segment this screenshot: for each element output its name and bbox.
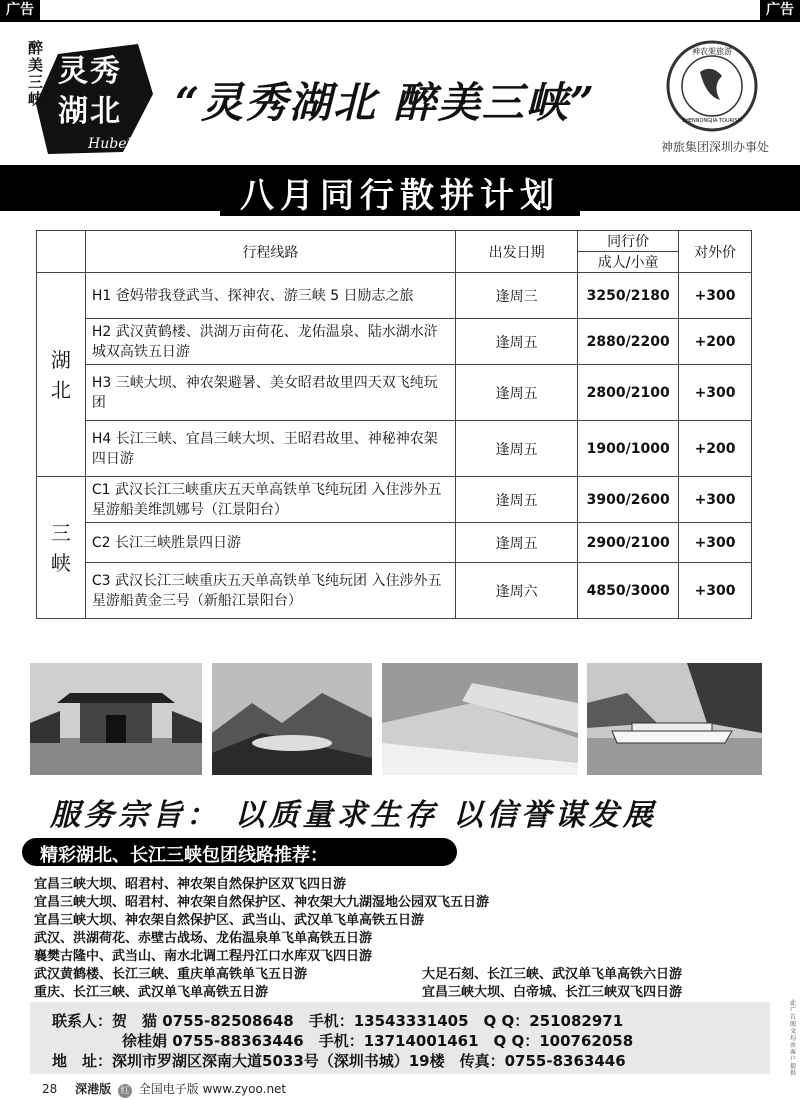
package-item: 襄樊古隆中、武当山、南水北调工程丹江口水库双飞四日游 [34, 949, 373, 964]
route-cell: H4 长江三峡、宜昌三峡大坝、王昭君故里、神秘神农架四日游 [85, 421, 455, 477]
price-cell: 2800/2100 [578, 365, 679, 421]
date-cell: 逢周五 [456, 365, 578, 421]
price-cell: 3250/2180 [578, 273, 679, 319]
region-hubei: 湖北 [37, 273, 86, 477]
price-cell: 2880/2200 [578, 319, 679, 365]
date-cell: 逢周五 [456, 523, 578, 563]
banner-title-text: 八月同行散拼计划 [220, 176, 580, 216]
package-item: 宜昌三峡大坝、昭君村、神农架自然保护区双飞四日游 [34, 877, 347, 892]
date-cell: 逢周三 [456, 273, 578, 319]
price-cell: 4850/3000 [578, 563, 679, 619]
hubei-logo [28, 34, 158, 159]
photo-mountains [212, 663, 372, 775]
photo-dam [382, 663, 578, 775]
table-row [37, 273, 752, 319]
external-price-cell: +300 [679, 523, 752, 563]
tour-table [36, 230, 752, 619]
price-cell: 2900/2100 [578, 523, 679, 563]
route-cell: H1 爸妈带我登武当、探神农、游三峡 5 日励志之旅 [85, 273, 455, 319]
logo-english: Hubei [88, 136, 131, 152]
package-item: 宜昌三峡大坝、昭君村、神农架自然保护区、神农架大九湖湿地公园双飞五日游 [34, 895, 490, 910]
table-row [37, 365, 752, 421]
package-item: 宜昌三峡大坝、神农架自然保护区、武当山、武汉单飞单高铁五日游 [34, 913, 425, 928]
shennongjia-logo [666, 40, 758, 132]
table-row [37, 319, 752, 365]
external-price-cell: +300 [679, 477, 752, 523]
edition: 深港版 [75, 1082, 112, 1096]
header-route: 行程线路 [85, 231, 455, 273]
header-peer-sub: 成人/小童 [578, 252, 679, 273]
banner-title [0, 168, 800, 217]
external-price-cell: +300 [679, 365, 752, 421]
package-item: 宜昌三峡大坝、白帝城、长江三峡双飞四日游 [422, 985, 683, 1000]
office-label: 神旅集团深圳办事处 [660, 140, 769, 154]
external-price-cell: +200 [679, 319, 752, 365]
top-rule [0, 20, 800, 22]
recommend-title: 精彩湖北、长江三峡包团线路推荐： [40, 845, 328, 866]
logo-right-text: 神农架旅游 [692, 47, 732, 56]
external-price-cell: +300 [679, 563, 752, 619]
route-cell: C1 武汉长江三峡重庆五天单高铁单飞纯玩团 入住涉外五星游船美维凯娜号（江景阳台） [85, 477, 455, 523]
package-item: 武汉黄鹤楼、长江三峡、重庆单高铁单飞五日游 [34, 967, 308, 982]
price-cell: 1900/1000 [578, 421, 679, 477]
photo-cruise [587, 663, 762, 775]
table-header-row [37, 231, 752, 252]
region-sanxia: 三峡 [37, 477, 86, 619]
route-cell: H3 三峡大坝、神农架避暑、美女昭君故里四天双飞纯玩团 [85, 365, 455, 421]
package-item: 大足石刻、长江三峡、武汉单飞单高铁六日游 [422, 967, 683, 982]
header-peer-price: 同行价 [578, 231, 679, 252]
table-row [37, 563, 752, 619]
header-date: 出发日期 [456, 231, 578, 273]
table-row [37, 421, 752, 477]
package-item: 重庆、长江三峡、武汉单飞单高铁五日游 [34, 985, 269, 1000]
ad-label-left: 广告 [0, 0, 40, 20]
date-cell: 逢周六 [456, 563, 578, 619]
contact-line-1: 联系人：贺 猫 0755-82508648 手机：13543331405 Q Q：251082971 [52, 1012, 624, 1030]
date-cell: 逢周五 [456, 477, 578, 523]
logo-vertical-text: 醉美三峡 [28, 39, 44, 108]
slogan: “灵秀湖北 醉美三峡” [175, 78, 596, 127]
page-number: 28 [42, 1082, 58, 1096]
date-cell: 逢周五 [456, 421, 578, 477]
footer [42, 1080, 286, 1098]
price-cell: 3900/2600 [578, 477, 679, 523]
ad-label-right: 广告 [760, 0, 800, 20]
logo-right-english: SHENNONGJIA TOURISM [681, 118, 743, 124]
motto: 服务宗旨： 以质量求生存 以信誉谋发展 [50, 798, 657, 833]
contact-line-2: 徐桂娟 0755-88363446 手机：13714001461 Q Q：100762058 [122, 1032, 634, 1050]
route-cell: H2 武汉黄鹤楼、洪湖万亩荷花、龙佑温泉、陆水湖水浒城双高铁五日游 [85, 319, 455, 365]
package-item: 武汉、洪湖荷花、赤壁古战场、龙佑温泉单飞单高铁五日游 [34, 931, 373, 946]
table-row [37, 477, 752, 523]
edition-badge: 红 [118, 1084, 132, 1098]
route-cell: C3 武汉长江三峡重庆五天单高铁单飞纯玩团 入住涉外五星游船黄金三号（新船江景阳台） [85, 563, 455, 619]
table-row [37, 523, 752, 563]
header-region [37, 231, 86, 273]
address-line: 地 址：深圳市罗湖区深南大道5033号（深圳书城）19楼 传真：0755-8363446 [52, 1052, 626, 1070]
route-cell: C2 长江三峡胜景四日游 [85, 523, 455, 563]
side-note: 此广告图文均由客户提供 [790, 1000, 797, 1077]
photo-temple [30, 663, 202, 775]
footer-site[interactable]: 全国电子版 www.zyoo.net [138, 1082, 287, 1096]
header-external: 对外价 [679, 231, 752, 273]
logo-big-text: 灵秀湖北 [58, 54, 122, 129]
external-price-cell: +200 [679, 421, 752, 477]
external-price-cell: +300 [679, 273, 752, 319]
date-cell: 逢周五 [456, 319, 578, 365]
